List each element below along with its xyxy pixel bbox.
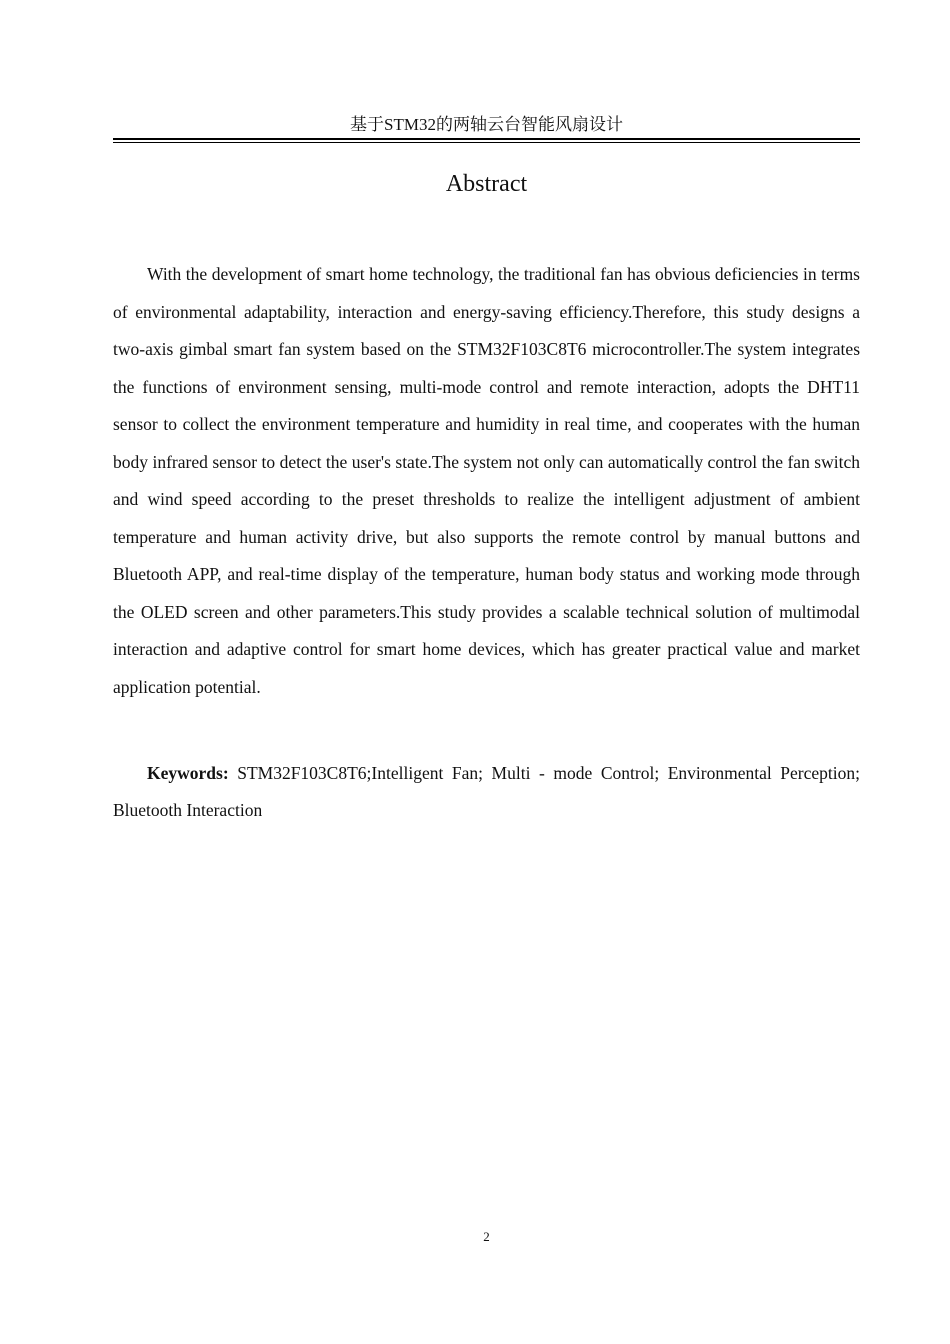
keywords-label: Keywords:: [147, 763, 229, 783]
page-number: 2: [483, 1229, 490, 1244]
abstract-body: With the development of smart home technology, the traditional fan has obvious deficiencies in terms of environmental adaptability, interaction and energy-saving efficiency.Therefore, this study designs a two-axis gimbal smart fan system based on the STM32F103C8T6 microcontroller.The system integrates the functions of environment sensing, multi-mode control and remote interaction, adopts the DHT11 sensor to collect the environment temperature and humidity in real time, and cooperates with the human body infrared sensor to detect the user's state.The system not only can automatically control the fan switch and wind speed according to the preset thresholds to realize the intelligent adjustment of ambient temperature and human activity drive, but also supports the remote control by manual buttons and Bluetooth APP, and real-time display of the temperature, human body status and working mode through the OLED screen and other parameters.This study provides a scalable technical solution of multimodal interaction and adaptive control for smart home devices, which has greater practical value and market application potential.: [113, 264, 860, 697]
header-rule: [113, 138, 860, 143]
keywords-text: STM32F103C8T6;Intelligent Fan; Multi - mode Control; Environmental Perception; Bluetooth Interaction: [113, 763, 860, 820]
keywords-paragraph: [113, 755, 860, 829]
running-header: 基于STM32的两轴云台智能风扇设计: [350, 115, 623, 134]
abstract-title: Abstract: [445, 171, 528, 197]
